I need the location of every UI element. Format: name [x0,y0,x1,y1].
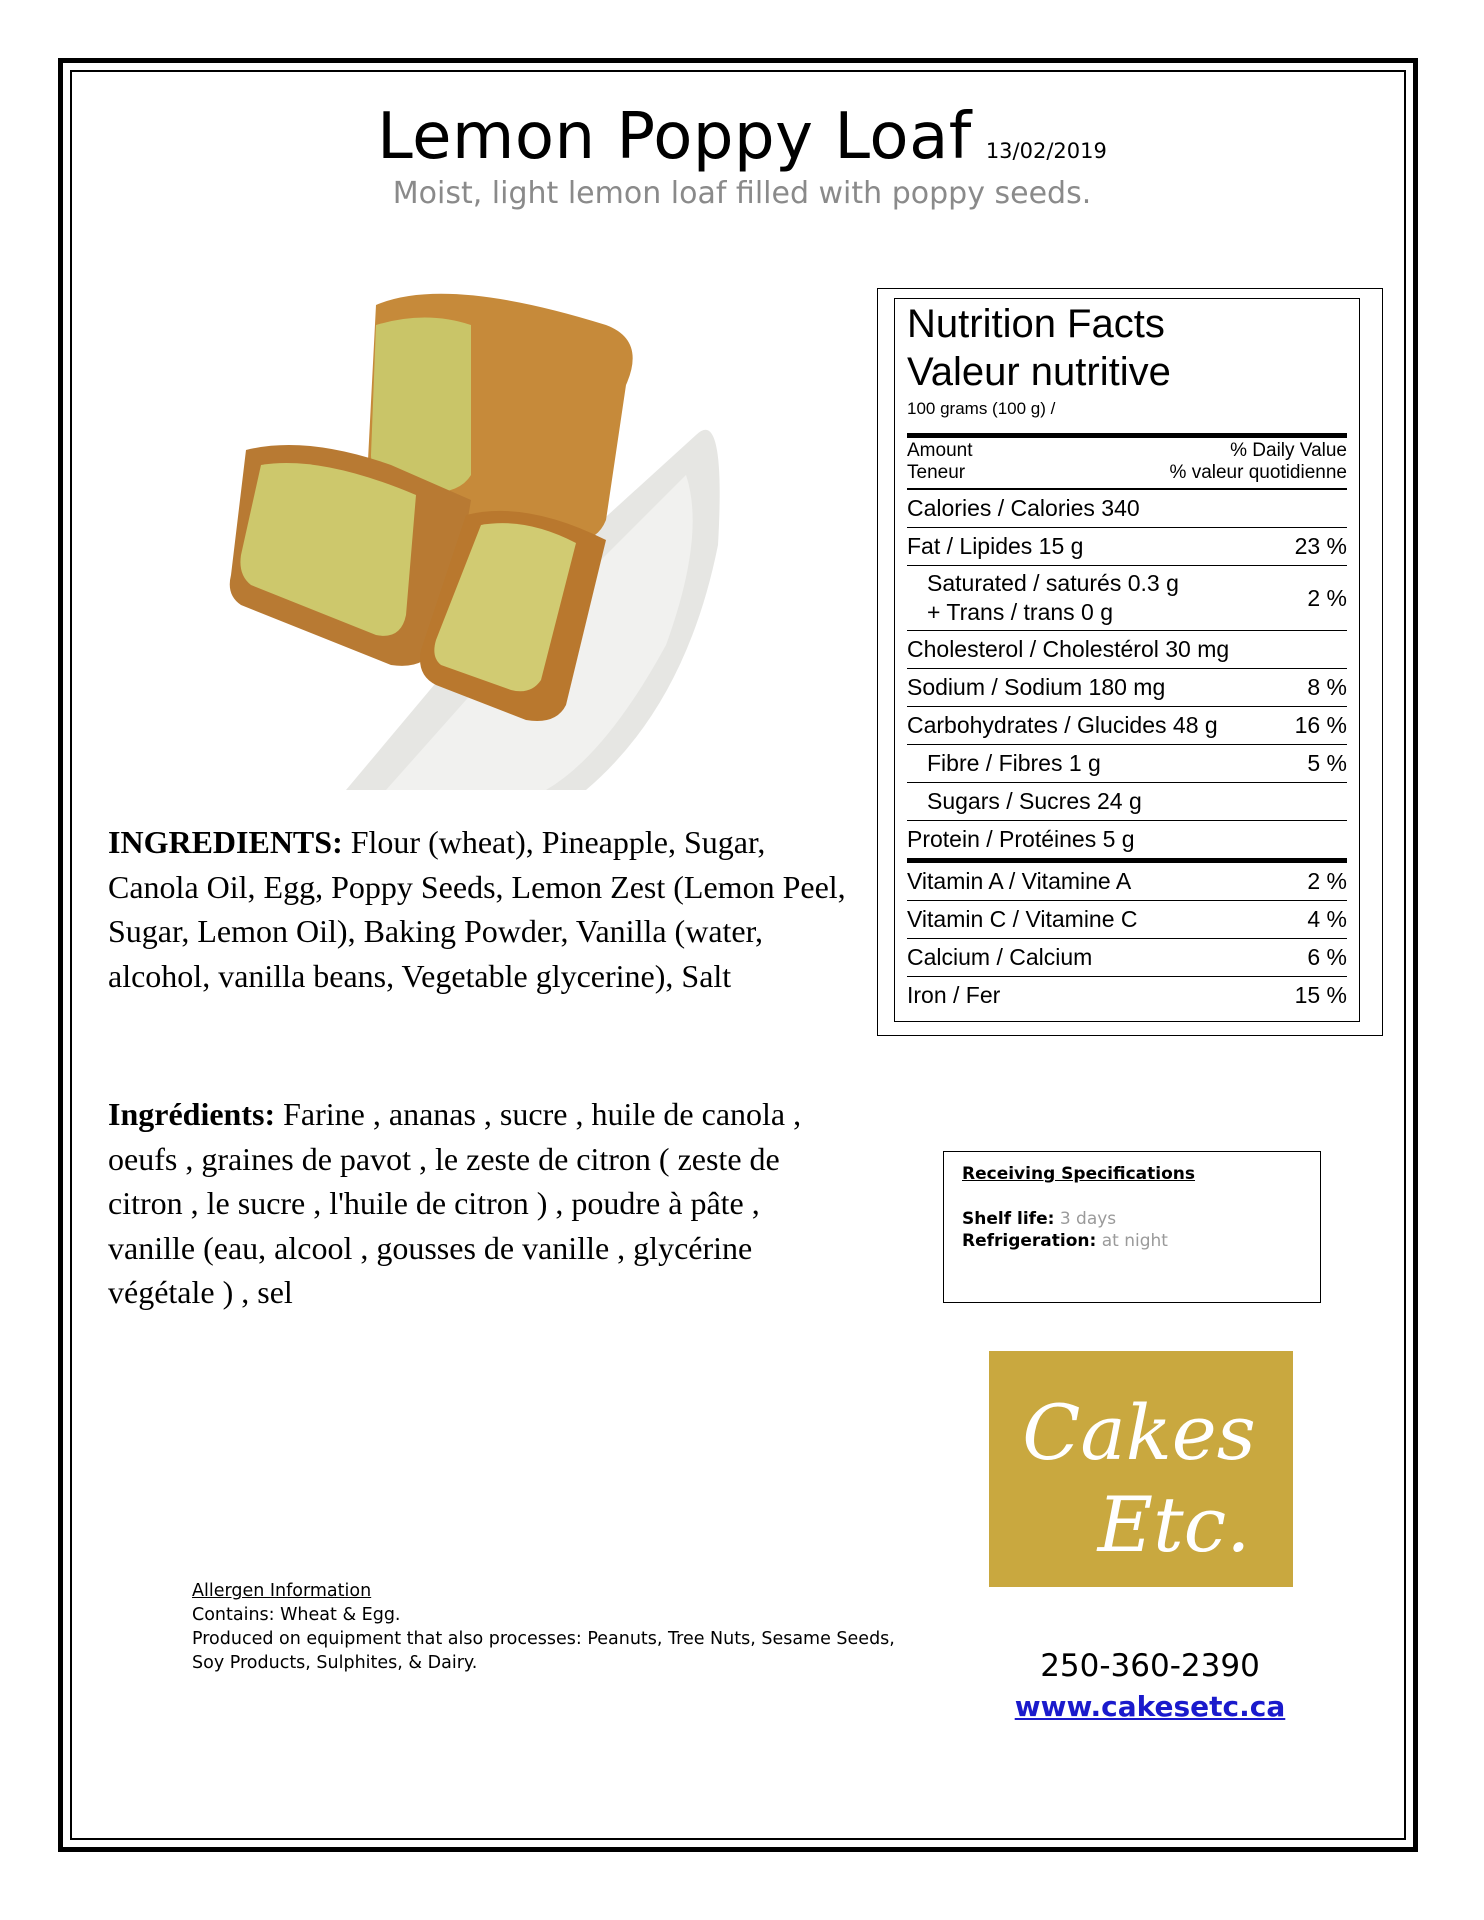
cholesterol-label: Cholesterol / Cholestérol 30 mg [907,636,1230,662]
vitamin-a-label: Vitamin A / Vitamine A [907,868,1132,894]
nutrient-row-saturated [907,566,1347,631]
nutrient-row-sugars [907,783,1347,821]
nutrition-title-en: Nutrition Facts [907,302,1165,346]
svg-text:Cakes: Cakes [1022,1388,1256,1477]
allergen-contains: Contains: Wheat & Egg. [192,1605,401,1625]
fibre-dv: 5 % [1307,750,1347,776]
title-row [0,100,1484,174]
iron-dv: 15 % [1294,982,1347,1008]
iron-label: Iron / Fer [907,982,1001,1008]
saturated-label: Saturated / saturés 0.3 g [927,570,1179,596]
sodium-dv: 8 % [1307,674,1347,700]
vitamin-c-dv: 4 % [1307,906,1347,932]
allergen-equipment: Produced on equipment that also processes: Peanuts, Tree Nuts, Sesame Seeds, Soy Products, Sulphites, & Dairy. [192,1629,895,1673]
sodium-label: Sodium / Sodium 180 mg [907,674,1166,700]
fat-label: Fat / Lipides 15 g [907,533,1084,559]
protein-label: Protein / Protéines 5 g [907,826,1135,852]
sugars-label: Sugars / Sucres 24 g [927,788,1142,814]
nutrient-row-iron [907,977,1347,1014]
nutrition-facts-table [894,298,1360,1022]
daily-value-label-fr: % valeur quotidienne [1169,462,1347,483]
phone-number: 250-360-2390 [1040,1648,1260,1684]
product-title: Lemon Poppy Loaf [377,100,972,174]
nutrient-row-protein [907,821,1347,863]
shelf-life-value: 3 days [1059,1209,1117,1229]
trans-label: + Trans / trans 0 g [927,599,1114,625]
nutrient-row-vitamin-c [907,901,1347,939]
shelf-life-label: Shelf life: [962,1209,1055,1229]
nutrient-row-fibre [907,745,1347,783]
nutrition-header [907,438,1347,490]
nutrient-row-calories [907,490,1347,528]
fibre-label: Fibre / Fibres 1 g [927,750,1101,776]
allergen-information [192,1579,912,1675]
daily-value-label-en: % Daily Value [1230,440,1347,461]
ingredients-english-text: Flour (wheat), Pineapple, Sugar, Canola Oil, Egg, Poppy Seeds, Lemon Zest (Lemon Peel, Sugar, Lemon Oil), Baking Powder, Vanilla (water, alcohol, vanilla beans, Vegetable glycerine), Salt [108,824,846,994]
carbohydrates-dv: 16 % [1294,712,1347,738]
refrigeration-line [962,1230,1302,1252]
product-subtitle: Moist, light lemon loaf filled with poppy seeds. [392,176,1092,211]
amount-label-fr: Teneur [907,462,966,483]
serving-size: 100 grams (100 g) / [907,399,1347,438]
refrigeration-label: Refrigeration: [962,1231,1097,1251]
carbohydrates-label: Carbohydrates / Glucides 48 g [907,712,1218,738]
saturated-dv: 2 % [1307,584,1347,611]
allergen-heading: Allergen Information [192,1581,372,1601]
nutrient-row-sodium [907,669,1347,707]
website-link[interactable]: www.cakesetc.ca [1014,1690,1286,1723]
nutrient-row-fat [907,528,1347,566]
nutrient-row-vitamin-a [907,863,1347,901]
calcium-dv: 6 % [1307,944,1347,970]
ingredients-french [108,1092,848,1315]
cakes-etc-logo [989,1351,1293,1587]
vitamin-a-dv: 2 % [1307,868,1347,894]
receiving-specifications-box [943,1151,1321,1303]
nutrition-title-fr: Valeur nutritive [907,350,1171,394]
nutrient-row-carbohydrates [907,707,1347,745]
nutrient-row-cholesterol [907,631,1347,669]
ingredients-french-text: Farine , ananas , sucre , huile de canola , oeufs , graines de pavot , le zeste de citron ( zeste de citron , le sucre , l'huile de citron ) , poudre à pâte , vanille (eau, alcool , gousses de vanille , glycérine végétale ) , sel [108,1096,802,1310]
fat-dv: 23 % [1294,533,1347,559]
amount-label-en: Amount [907,440,973,461]
product-photo [226,285,750,790]
shelf-life-line [962,1208,1302,1230]
ingredients-english-label: INGREDIENTS: [108,824,343,860]
calories-label: Calories / Calories 340 [907,495,1140,521]
svg-text:Etc.: Etc. [1097,1480,1251,1569]
calcium-label: Calcium / Calcium [907,944,1093,970]
nutrient-row-calcium [907,939,1347,977]
product-date: 13/02/2019 [985,139,1107,163]
ingredients-french-label: Ingrédients: [108,1096,276,1132]
ingredients-english [108,820,848,998]
receiving-specifications-title: Receiving Specifications [962,1164,1196,1184]
refrigeration-value: at night [1101,1231,1168,1251]
vitamin-c-label: Vitamin C / Vitamine C [907,906,1138,932]
